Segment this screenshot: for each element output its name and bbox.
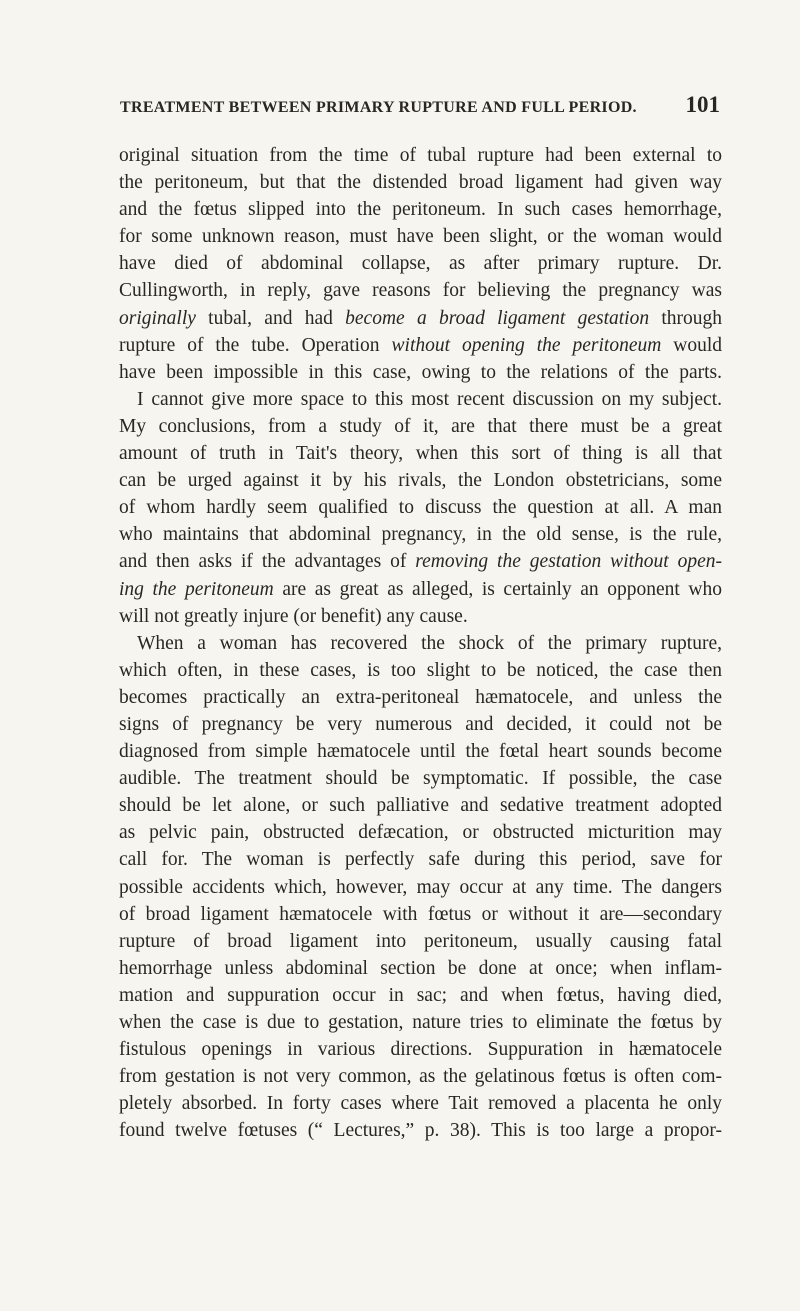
text-line — [119, 738, 722, 765]
text-run: audible. The treatment should be symptomatic. If possible, the case — [119, 768, 722, 790]
text-run: for some unknown reason, must have been slight, or the woman would — [119, 226, 722, 248]
text-run: have been impossible in this case, owing to the relations of the parts. — [119, 361, 722, 383]
text-run: rupture of broad ligament into peritoneum, usually causing fatal — [119, 930, 722, 952]
text-line — [119, 332, 722, 359]
text-line — [119, 1117, 722, 1144]
italic-text: ing the peritoneum — [119, 578, 274, 600]
text-line — [119, 223, 722, 250]
text-line — [119, 657, 722, 684]
text-run: I cannot give more space to this most recent discussion on my subject. — [137, 388, 722, 410]
text-run: through — [649, 307, 722, 329]
text-line — [119, 250, 722, 277]
text-run: original situation from the time of tubal rupture had been external to — [119, 145, 722, 166]
text-run: rupture of the tube. Operation — [119, 334, 392, 356]
text-run: who maintains that abdominal pregnancy, in the old sense, is the rule, — [119, 524, 722, 546]
text-run: and then asks if the advantages of — [119, 551, 416, 573]
text-run: can be urged against it by his rivals, the London obstetricians, some — [119, 470, 722, 492]
text-run: found twelve fœtuses (“ Lectures,” p. 38). This is too large a propor- — [119, 1120, 722, 1142]
text-run: possible accidents which, however, may occur at any time. The dangers — [119, 876, 722, 898]
text-run: tubal, and had — [195, 307, 346, 329]
text-run: call for. The woman is perfectly safe during this period, save for — [119, 849, 722, 871]
text-run: fistulous openings in various directions. Suppuration in hæmatocele — [119, 1039, 722, 1061]
text-line — [119, 440, 722, 467]
page-number: 101 — [685, 92, 720, 117]
text-line — [119, 630, 722, 657]
text-line — [119, 1090, 722, 1117]
text-line — [119, 1009, 722, 1036]
text-run: of whom hardly seem qualified to discuss the question at all. A man — [119, 497, 722, 519]
text-run: My conclusions, from a study of it, are that there must be a great — [119, 415, 722, 437]
text-run: should be let alone, or such palliative and sedative treatment adopted — [119, 795, 722, 817]
text-line — [119, 305, 722, 332]
body-text — [119, 142, 722, 1144]
text-line — [119, 548, 722, 575]
text-line — [119, 819, 722, 846]
text-line — [119, 576, 722, 603]
text-run: from gestation is not very common, as the gelatinous fœtus is often com- — [119, 1066, 722, 1088]
text-line — [119, 467, 722, 494]
text-line — [119, 169, 722, 196]
text-line — [119, 711, 722, 738]
text-line — [119, 359, 722, 386]
text-run: mation and suppuration occur in sac; and when fœtus, having died, — [119, 984, 722, 1006]
page-header — [120, 92, 720, 126]
text-line — [119, 684, 722, 711]
text-run: diagnosed from simple hæmatocele until the fœtal heart sounds become — [119, 741, 722, 763]
text-line — [119, 142, 722, 169]
text-run: would — [661, 334, 722, 356]
text-line — [119, 765, 722, 792]
text-line — [119, 1036, 722, 1063]
text-run: hemorrhage unless abdominal section be done at once; when inflam- — [119, 957, 722, 979]
italic-text: removing the gestation without open- — [415, 551, 722, 573]
text-line — [119, 603, 722, 630]
text-run: Cullingworth, in reply, gave reasons for believing the pregnancy was — [119, 280, 722, 302]
text-run: and the fœtus slipped into the peritoneum. In such cases hemorrhage, — [119, 199, 722, 221]
italic-text: originally — [119, 307, 196, 329]
text-run: are as great as alleged, is certainly an opponent who — [273, 578, 722, 600]
text-line — [119, 874, 722, 901]
text-run: When a woman has recovered the shock of the primary rupture, — [137, 632, 722, 654]
text-run: amount of truth in Tait's theory, when this sort of thing is all that — [119, 443, 722, 465]
text-run: signs of pregnancy be very numerous and decided, it could not be — [119, 713, 722, 735]
text-run: pletely absorbed. In forty cases where Tait removed a placenta he only — [119, 1093, 722, 1115]
text-line — [119, 494, 722, 521]
text-run: have died of abdominal collapse, as after primary rupture. Dr. — [119, 253, 722, 275]
text-run: the peritoneum, but that the distended broad ligament had given way — [119, 172, 722, 194]
text-line — [119, 1063, 722, 1090]
text-run: will not greatly injure (or benefit) any cause. — [119, 605, 468, 627]
running-head: TREATMENT BETWEEN PRIMARY RUPTURE AND FULL PERIOD. — [120, 99, 637, 116]
text-line — [119, 955, 722, 982]
text-line — [119, 521, 722, 548]
text-line — [119, 277, 722, 304]
italic-text: without opening the peritoneum — [391, 334, 662, 356]
text-run: becomes practically an extra-peritoneal hæmatocele, and unless the — [119, 686, 722, 708]
italic-text: become a broad ligament gestation — [345, 307, 650, 329]
text-run: when the case is due to gestation, nature tries to eliminate the fœtus by — [119, 1012, 722, 1033]
text-run: as pelvic pain, obstructed defæcation, or obstructed micturition may — [119, 822, 722, 844]
text-line — [119, 901, 722, 928]
text-line — [119, 928, 722, 955]
text-line — [119, 413, 722, 440]
text-line — [119, 792, 722, 819]
text-line — [119, 386, 722, 413]
text-line — [119, 982, 722, 1009]
text-line — [119, 846, 722, 873]
text-run: of broad ligament hæmatocele with fœtus or without it are—secondary — [119, 903, 722, 925]
text-run: which often, in these cases, is too slight to be noticed, the case then — [119, 659, 722, 681]
text-line — [119, 196, 722, 223]
